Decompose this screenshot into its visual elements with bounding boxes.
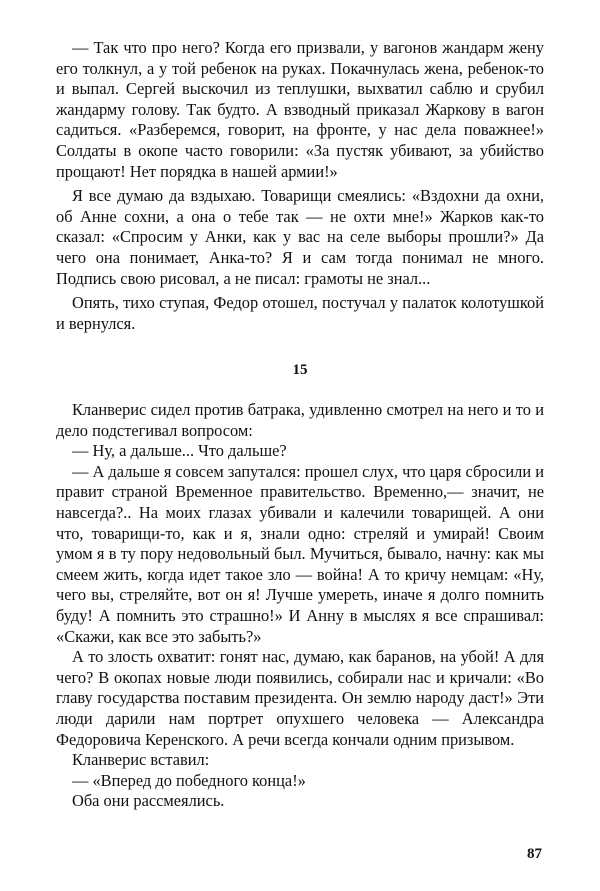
paragraph: — Так что про него? Когда его призвали, у вагонов жандарм жену его толкнул, а у той ребенок на руках. Покачнулась жена, ребенок-то и выпал. Сергей выскочил из теплушки, выхватил саблю и срубил жандарму голову. Так будто. А взводный приказал Жаркову в вагон садиться. «Разберемся, говорит, на фронте, у нас дела поважнее!» Солдаты в окопе часто говорили: «За пустяк убивают, за убийство прощают! Нет порядка в нашей армии!»	[56, 38, 544, 181]
paragraph: А то злость охватит: гонят нас, думаю, как баранов, на убой! А для чего? В окопах новые люди появились, собирали нас и кричали: «Во главу государства поставим президента. Он землю народу даст!» Эти люди дарили нам портрет опухшего человека — Александра Федоровича Керенского. А речи всегда кончали одним призывом.	[56, 647, 544, 749]
paragraph: Кланверис вставил:	[72, 750, 210, 770]
chapter-number: 15	[292, 362, 308, 378]
paragraph: — Ну, а дальше... Что дальше?	[72, 441, 287, 461]
paragraph: Оба они рассмеялись.	[72, 791, 225, 811]
text-block-top	[56, 38, 544, 334]
paragraph: Опять, тихо ступая, Федор отошел, постучал у палаток колотушкой и вернулся.	[56, 293, 544, 333]
page-number: 87	[527, 846, 542, 862]
paragraph: Кланверис сидел против батрака, удивленно смотрел на него и то и дело подстегивал вопросом:	[56, 400, 544, 440]
paragraph: — «Вперед до победного конца!»	[72, 770, 306, 790]
paragraph: Я все думаю да вздыхаю. Товарищи смеялись: «Вздохни да охни, об Анне сохни, а она о тебе так — не охти мне!» Жарков как-то сказал: «Спросим у Анки, как у вас на селе выборы прошли?» Да чего она понимает, Анка-то? Я и сам тогда понимал не много. Подпись свою рисовал, а не писал: грамоты не знал...	[56, 186, 544, 288]
paragraph: — А дальше я совсем запутался: прошел слух, что царя сбросили и правит страной Временное правительство. Временно,— значит, не навсегда?.. На моих глазах убивали и калечили товарищей. А они что, товарищи-то, как и я, знали одно: стреляй и умирай! Своим умом я в ту пору недовольный был. Мучиться, бывало, начну: как мы смеем жить, когда идет такое зло — война! А то кричу немцам: «Ну, чего вы, стреляйте, вот он я! Лучше умереть, иначе я долго помнить буду! А помнить это страшно!» И Анну в мыслях я все спрашивал: «Скажи, как все это забыть?»	[56, 461, 544, 646]
text-block-bottom	[56, 400, 544, 812]
